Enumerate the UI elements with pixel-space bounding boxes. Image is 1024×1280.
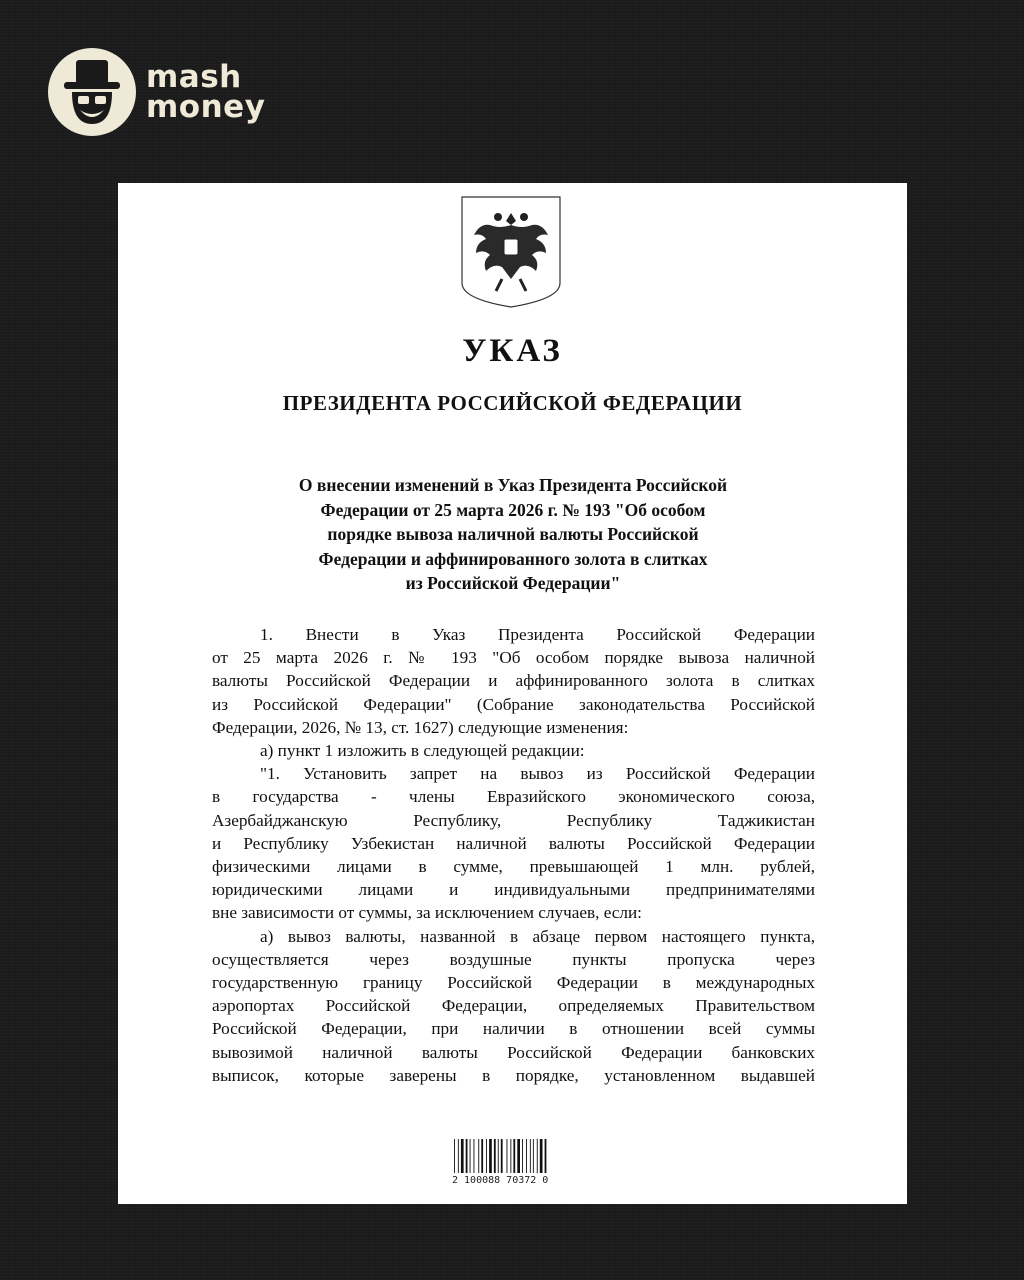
body-line: Азербайджанскую Республику, Республику Таджикистан xyxy=(212,810,815,830)
body-line: в государства - члены Евразийского экономического союза, xyxy=(212,787,815,807)
brand-logo xyxy=(48,46,265,138)
brand-line-1: mash xyxy=(146,59,242,95)
body-line: "1. Установить запрет на вывоз из Российской Федерации xyxy=(260,764,815,784)
body-line: а) вывоз валюты, названной в абзаце первом настоящего пункта, xyxy=(260,926,815,946)
body-line: а) пункт 1 изложить в следующей редакции: xyxy=(260,741,585,761)
decree-document xyxy=(118,183,907,1204)
body-line: валюты Российской Федерации и аффинированного золота в слитках xyxy=(212,671,815,691)
subject-line: Федерации от 25 марта 2026 г. № 193 "Об особом xyxy=(320,499,706,520)
decree-title: УКАЗ xyxy=(462,333,563,369)
decree-subtitle: ПРЕЗИДЕНТА РОССИЙСКОЙ ФЕДЕРАЦИИ xyxy=(282,391,743,415)
barcode-number: 2 100088 70372 0 xyxy=(452,1175,549,1186)
body-line: от 25 марта 2026 г. № 193 "Об особом порядке вывоза наличной xyxy=(212,648,815,668)
decree-body xyxy=(212,623,815,1087)
body-line: и Республику Узбекистан наличной валюты Российской Федерации xyxy=(212,833,815,853)
body-line: юридическими лицами и индивидуальными предпринимателями xyxy=(212,880,815,900)
brand-wordmark xyxy=(146,59,266,125)
body-line: из Российской Федерации" (Собрание законодательства Российской xyxy=(212,694,815,714)
subject-line: из Российской Федерации" xyxy=(405,573,621,593)
russian-coat-of-arms-icon xyxy=(460,195,562,309)
body-line: Федерации, 2026, № 13, ст. 1627) следующие изменения: xyxy=(212,717,629,737)
body-line: государственную границу Российской Федерации в международных xyxy=(212,973,815,993)
detective-hat-icon xyxy=(48,48,136,136)
body-line: физическими лицами в сумме, превышающей 1 млн. рублей, xyxy=(212,857,815,877)
brand-line-2: money xyxy=(146,89,266,125)
body-line: вывозимой наличной валюты Российской Федерации банковских xyxy=(212,1042,815,1062)
body-line: аэропортах Российской Федерации, определяемых Правительством xyxy=(212,996,815,1016)
body-line: 1. Внести в Указ Президента Российской Федерации xyxy=(260,625,815,644)
barcode xyxy=(452,1131,562,1191)
decree-subject xyxy=(198,473,828,596)
subject-line: О внесении изменений в Указ Президента Российской xyxy=(298,475,728,495)
body-line: вне зависимости от суммы, за исключением случаев, если: xyxy=(212,903,642,923)
subject-line: порядке вывоза наличной валюты Российской xyxy=(327,524,699,544)
subject-line: Федерации и аффинированного золота в слитках xyxy=(318,548,708,569)
body-line: Российской Федерации, при наличии в отношении всей суммы xyxy=(212,1019,815,1039)
body-line: выписок, которые заверены в порядке, установленном выдавшей xyxy=(212,1065,815,1085)
body-line: осуществляется через воздушные пункты пропуска через xyxy=(212,949,815,969)
